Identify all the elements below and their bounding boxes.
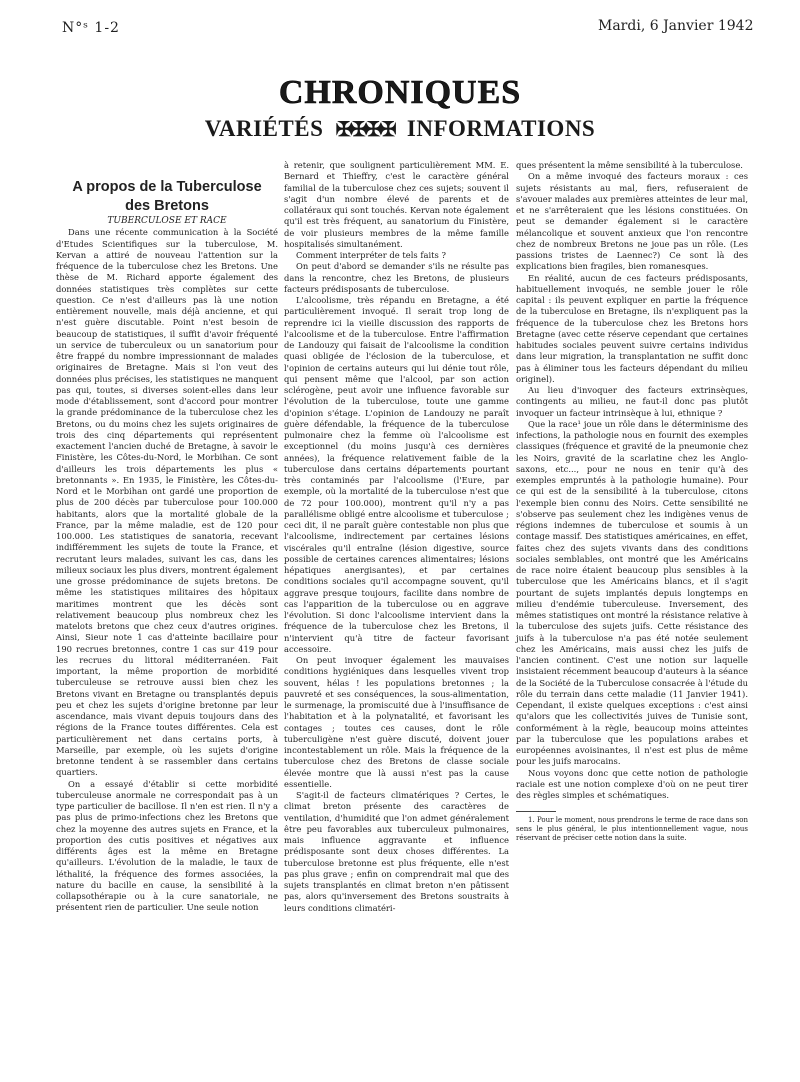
paragraph: L'alcoolisme, très répandu en Bretagne, a été particulièrement invoqué. Il serait trop long de reprendre ici la vieille discussion des rapports de l'alcoolisme et de la tuberculose. Entre l'affirmation de Landouzy qui faisait de l'alcoolisme la condition quasi obligée de l'éclosion de la tuberculose, et l'opinion de certains auteurs qui lui dénie tout rôle, qui pensent même que l'alcool, par son action sclérogène, peut avoir une influence favorable sur l'évolution de la tuberculose, toute une gamme d'opinion s'étage. L'opinion de Landouzy ne paraît guère défendable, la fréquence de la tuberculose pulmonaire chez la femme où l'alcoolisme est exceptionnel (du moins jusqu'à ces dernières années), la fréquence relativement faible de la tuberculose dans certains départements pourtant très contaminés par l'alcoolisme (l'Eure, par exemple, où la mortalité de la tuberculose n'est que de 72 pour 100.000), montrent qu'il n'y a pas parallélisme obligé entre alcoolisme et tuberculose ; ceci dit, il ne paraît guère contestable non plus que l'alcoolisme, indirectement par certaines lésions viscérales qu'il entraîne (lésion digestive, source possible de certaines carences alimentaires; lésions hépatiques anergisantes), et par certaines conditions sociales qu'il accompagne souvent, qu'il aggrave presque toujours, facilite dans nombre de cas l'apparition de la tuberculose ou en aggrave l'évolution. Si donc l'alcoolisme intervient dans la fréquence de la tuberculose chez les Bretons, il n'intervient qu'à titre de facteur favorisant accessoire. xyxy=(284,295,509,654)
paragraph: On a essayé d'établir si cette morbidité tuberculeuse anormale ne correspondait pas à un type particulier de bacillose. Il n'en est rien. Il n'y a pas plus de primo-infections chez les Bretons que chez la moyenne des autres sujets en France, et la proportion des cutis positives et négatives aux différents âges est la même en Bretagne qu'ailleurs. L'évolution de la maladie, le taux de léthalité, la fréquence des formes associées, la nature du bacille en cause, la sensibilité à la collapsothérapie ou à la cure sanatoriale, ne présentent rien de particulier. Une seule notion xyxy=(56,778,278,913)
paragraph: à retenir, que soulignent particulièrement MM. E. Bernard et Thieffry, c'est le caractère général familial de la tuberculose chez ces sujets; souvent il s'agit d'un nombre élevé de parents et de collatéraux qui sont touchés. Kervan note également qu'il est très fréquent, au sanatorium du Finistère, de voir plusieurs membres de la même famille hospitalisés simultanément. xyxy=(284,160,509,249)
paragraph: Nous voyons donc que cette notion de pathologie raciale est une notion complexe d'où on ne peut tirer des règles simples et schématiques. xyxy=(516,767,748,800)
masthead-varietes: VARIÉTÉS xyxy=(204,116,324,141)
masthead-title: CHRONIQUES xyxy=(278,74,522,111)
article-column-3 xyxy=(516,160,748,843)
paragraph: On a même invoqué des facteurs moraux : ces sujets résistants au mal, fiers, refuseraient de s'avouer malades aux premières atteintes de leur mal, et ne s'arrêteraient que les lésions constituées. On peut se demander également si le caractère mélancolique et souvent anxieux que l'on rencontre chez de nombreux Bretons ne joue pas un rôle. (Les passions tristes de Laennec?) Ce sont là des explications bien fragiles, bien romanesques. xyxy=(516,171,748,272)
article-title-line-1: A propos de la Tuberculose xyxy=(72,179,262,195)
paragraph: Que la race¹ joue un rôle dans le déterminisme des infections, la pathologie nous en fournit des exemples classiques (fréquence et gravité de la pneumonie chez les Noirs, gravité de la scarlatine chez les Anglo-saxons, etc..., pour ne nous en tenir qu'à des exemples empruntés à la pathologie humaine). Pour ce qui est de la sensibilité à la tuberculose, citons l'exemple bien connu des Noirs. Cette sensibilité ne s'observe pas seulement chez les indigènes venus de régions indemnes de tuberculose et soumis à un contage massif. Des statistiques américaines, en effet, faites chez des sujets vivants dans des conditions sociales semblables, ont montré que les Américains de race noire étaient beaucoup plus sensibles à la tuberculose que les Américains blancs, et il s'agit pourtant de sujets implantés depuis longtemps en milieu d'endémie tuberculeuse. Inversement, des mêmes statistiques ont montré la résistance relative à la tuberculose des sujets juifs. Cette résistance des juifs à la tuberculose n'a pas été notée seulement chez les Américains, mais aussi chez les juifs de l'ancien continent. C'est une notion sur laquelle insistaient récemment beaucoup d'auteurs à la séance de la Société de la Tuberculose consacrée à l'étude du rôle du terrain dans cette maladie (11 Janvier 1941). Cependant, il existe quelques exceptions : c'est ainsi qu'alors que les collectivités juives de Tunisie sont, conformément à la règle, beaucoup moins atteintes par la tuberculose que les populations arabes et européennes avoisinantes, il n'est est plus de même pour les juifs marocains. xyxy=(516,418,748,767)
paragraph: En réalité, aucun de ces facteurs prédisposants, habituellement invoqués, ne semble jouer le rôle capital : ils peuvent expliquer en partie la fréquence de la tuberculose en Bretagne, ils n'expliquent pas la fréquence de la tuberculose chez les Bretons hors Bretagne (avec cette réserve cependant que certaines habitudes sociales peuvent suivre certains individus dans leur migration, la transplantation ne suffit donc pas à éliminer tous les facteurs dépendant du milieu originel). xyxy=(516,272,748,384)
paragraph: Au lieu d'invoquer des facteurs extrinsèques, contingents au milieu, ne faut-il donc pas plutôt invoquer un facteur intrinsèque à lui, ethnique ? xyxy=(516,385,748,418)
paragraph: ques présentent la même sensibilité à la tuberculose. xyxy=(516,160,743,170)
paragraph: On peut invoquer également les mauvaises conditions hygiéniques dans lesquelles vivent trop souvent, hélas ! les populations bretonnes ; la pauvreté et ses conséquences, la sous-alimentation, le surmenage, la promiscuité due à l'insuffisance de l'habitation et à la polynatalité, et favorisant les contages ; toutes ces causes, dont le rôle tuberculigène n'est guère discuté, doivent jouer incontestablement un rôle. Mais la fréquence de la tuberculose chez des Bretons de classe sociale élevée montre que là aussi n'est pas la cause essentielle. xyxy=(284,655,509,789)
masthead-ornament-icon: ✠✠✠✠ xyxy=(335,119,395,141)
article-column-1 xyxy=(56,178,278,914)
article-title-line-2: des Bretons xyxy=(125,198,209,214)
footnote-divider xyxy=(516,811,556,812)
article-column-2 xyxy=(284,160,509,914)
issue-number: N°ˢ 1-2 xyxy=(62,20,120,36)
masthead-subtitle xyxy=(0,116,800,142)
masthead-informations: INFORMATIONS xyxy=(406,116,596,141)
issue-date: Mardi, 6 Janvier 1942 xyxy=(598,18,754,34)
article-title xyxy=(56,178,278,216)
paragraph: Comment interpréter de tels faits ? xyxy=(296,250,446,260)
paragraph: S'agit-il de facteurs climatériques ? Certes, le climat breton présente des caractères de ventilation, d'humidité que l'on admet généralement être peu favorables aux tuberculeux pulmonaires, mais influence aggravante et influence prédisposante sont deux choses différentes. La tuberculose bretonne est plus fréquente, elle n'est pas plus grave ; enfin on comprendrait mal que des sujets transplantés en climat breton n'en pâtissent pas, alors qu'inversement des Bretons soustraits à leurs conditions climatéri- xyxy=(284,790,509,913)
paragraph: On peut d'abord se demander s'ils ne résulte pas dans la rencontre, chez les Bretons, de plusieurs facteurs prédisposants de tuberculose. xyxy=(284,261,509,294)
article-subtitle: TUBERCULOSE ET RACE xyxy=(107,216,227,226)
footnote: 1. Pour le moment, nous prendrons le terme de race dans son sens le plus général, le plus intentionnellement vague, nous réservant de préciser cette notion dans la suite. xyxy=(516,816,748,843)
paragraph: Dans une récente communication à la Société d'Etudes Scientifiques sur la tuberculose, M. Kervan a attiré de nouveau l'attention sur la fréquence de la tuberculose chez les Bretons. Une thèse de M. Richard apporte également des données statistiques très complètes sur cette question. Ce n'est d'ailleurs pas là une notion entièrement nouvelle, mais déjà ancienne, et qui n'est guère discutable. Point n'est besoin de beaucoup de statistiques, il suffit d'avoir fréquenté un service de tuberculeux ou un sanatorium pour être frappé du nombre impressionnant de malades originaires de Bretagne. Mais si l'on veut des données plus précises, les statistiques ne manquent pas qui, toutes, si diverses soient-elles dans leur mode d'établissement, sont d'accord pour montrer la grande prédominance de la tuberculose chez les Bretons, ou du moins chez les sujets originaires de trois des cinq départements qui représentent exactement l'ancien duché de Bretagne, à savoir le Finistère, les Côtes-du-Nord, le Morbihan. Ce sont d'ailleurs les trois départements les plus « bretonnants ». En 1935, le Finistère, les Côtes-du-Nord et le Morbihan ont gardé une proportion de plus de 200 décès par tuberculose pour 100.000 habitants, alors que la mortalité globale de la France, par la même maladie, est de 120 pour 100.000. Les statistiques de sanatoria, recevant indifféremment les sujets de toute la France, et recrutant leurs malades, suivant les cas, dans les milieux sociaux les plus divers, montrent également une grosse prédominance de sujets bretons. De même les statistiques militaires des hôpitaux maritimes montrent que les décès sont relativement beaucoup plus nombreux chez les matelots bretons que chez ceux d'autres origines. Ainsi, Sieur note 1 cas d'atteinte bacillaire pour 190 recrues bretonnes, contre 1 cas sur 419 pour les recrues du littoral méditerranéen. Fait important, la même proportion de morbidité tuberculeuse se retrouve aussi bien chez les Bretons vivant en Bretagne ou transplantés depuis peu et chez les sujets d'origine bretonne par leur ascendance, mais vivant depuis toujours dans des régions de la France toutes différentes. Cela est particulièrement net dans certains ports, à Marseille, par exemple, où les sujets d'origine bretonne tendent à se rassembler dans certains quartiers. xyxy=(56,227,278,778)
